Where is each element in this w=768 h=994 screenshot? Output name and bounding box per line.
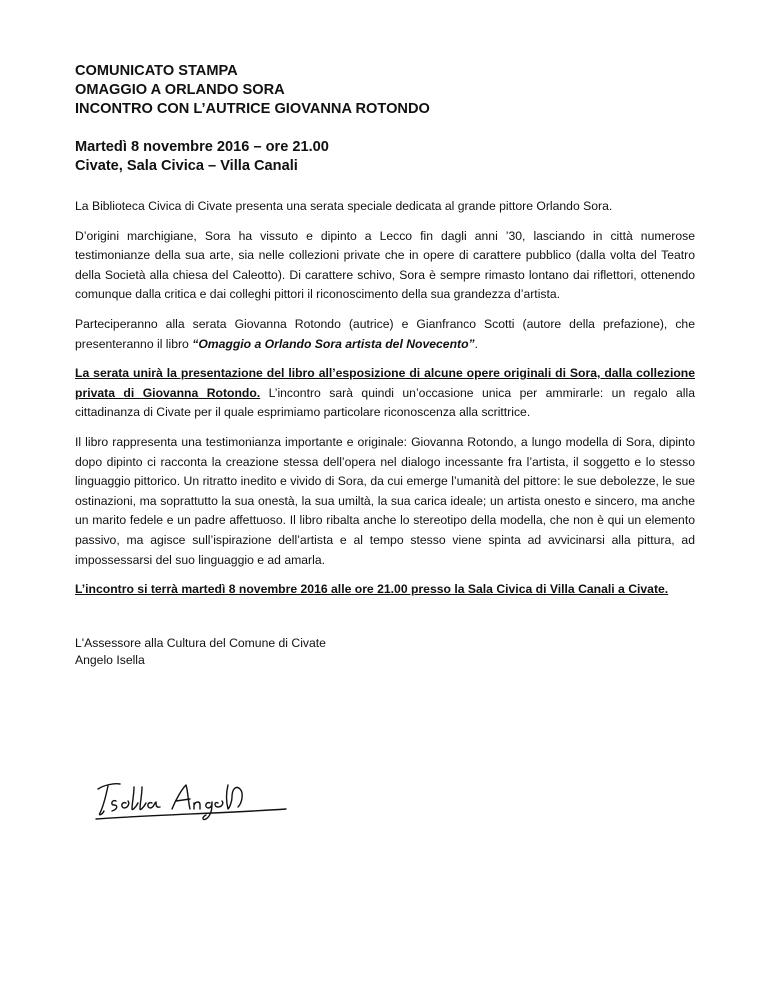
header-block [75, 62, 695, 119]
event-block [75, 138, 695, 176]
press-release [75, 62, 695, 669]
event-date: Martedì 8 novembre 2016 – ore 21.00 [75, 139, 329, 155]
paragraph-book: Il libro rappresenta una testimonianza importante e originale: Giovanna Rotondo, a lungo modella di Sora, dipinto dopo dipinto ci racconta la creazione stessa dell’opera nel dialogo incessante fra l’artista, il soggetto e lo stesso linguaggio pittorico. Un ritratto inedito e vivido di Sora, da cui emerge l’umanità del pittore: le sue debolezze, le sue ostinazioni, ma soprattutto la sua onestà, la sua umiltà, la sua carica ideale; un artista onesto e sincero, ma anche un marito fedele e un padre affettuoso. Il libro ribalta anche lo stereotipo della modella, che non è qui un elemento passivo, ma agisce sull’ispirazione dell’artista e al tempo stesso viene spinta ad avvicinarsi alla pittura, ad impossessarsi del suo linguaggio e ad amarla. [75, 434, 695, 567]
event-place: Civate, Sala Civica – Villa Canali [75, 158, 298, 174]
paragraph-event-details: L’incontro si terrà martedì 8 novembre 2016 alle ore 21.00 presso la Sala Civica di Villa Canali a Civate. [75, 582, 669, 597]
paragraph-intro: La Biblioteca Civica di Civate presenta una serata speciale dedicata al grande pittore Orlando Sora. [75, 199, 613, 213]
paragraph-exhibition [75, 364, 695, 423]
exhibition-highlight: La serata unirà la presentazione del libro all’esposizione di alcune opere originali di Sora, dalla collezione privata di Giovanna Rotondo. [75, 366, 695, 400]
signer-role: L'Assessore alla Cultura del Comune di Civate [75, 635, 326, 650]
header-title: COMUNICATO STAMPA [75, 63, 238, 79]
speakers-text: Parteciperanno alla serata Giovanna Rotondo (autrice) e Gianfranco Scotti (autore della prefazione), che presenteranno il libro [75, 316, 695, 351]
paragraph-biography: D’origini marchigiane, Sora ha vissuto e dipinto a Lecco fin dagli anni ’30, lasciando in città numerose testimonianze della sua arte, sia nelle collezioni private che in opere di carattere pubblico (dalla volta del Teatro della Società alla chiesa del Caleotto). Di carattere schivo, Sora è sempre rimasto lontano dai riflettori, ottenendo comunque dalla critica e dai colleghi pittori il riconoscimento della sua grandezza d’artista. [75, 228, 695, 302]
body [75, 197, 695, 600]
header-subtitle: OMAGGIO A ORLANDO SORA [75, 82, 285, 98]
paragraph-speakers [75, 315, 695, 354]
handwritten-signature [90, 775, 290, 823]
speakers-end: . [474, 336, 479, 351]
signature-block [75, 635, 695, 669]
book-title: “Omaggio a Orlando Sora artista del Novecento” [192, 336, 475, 351]
signer-name: Angelo Isella [75, 652, 145, 667]
exhibition-text: L’incontro sarà quindi un’occasione unica per ammirarle: un regalo alla cittadinanza di Civate per il quale esprimiamo particolare riconoscenza alla scrittrice. [75, 385, 695, 420]
header-event-title: INCONTRO CON L’AUTRICE GIOVANNA ROTONDO [75, 101, 430, 117]
